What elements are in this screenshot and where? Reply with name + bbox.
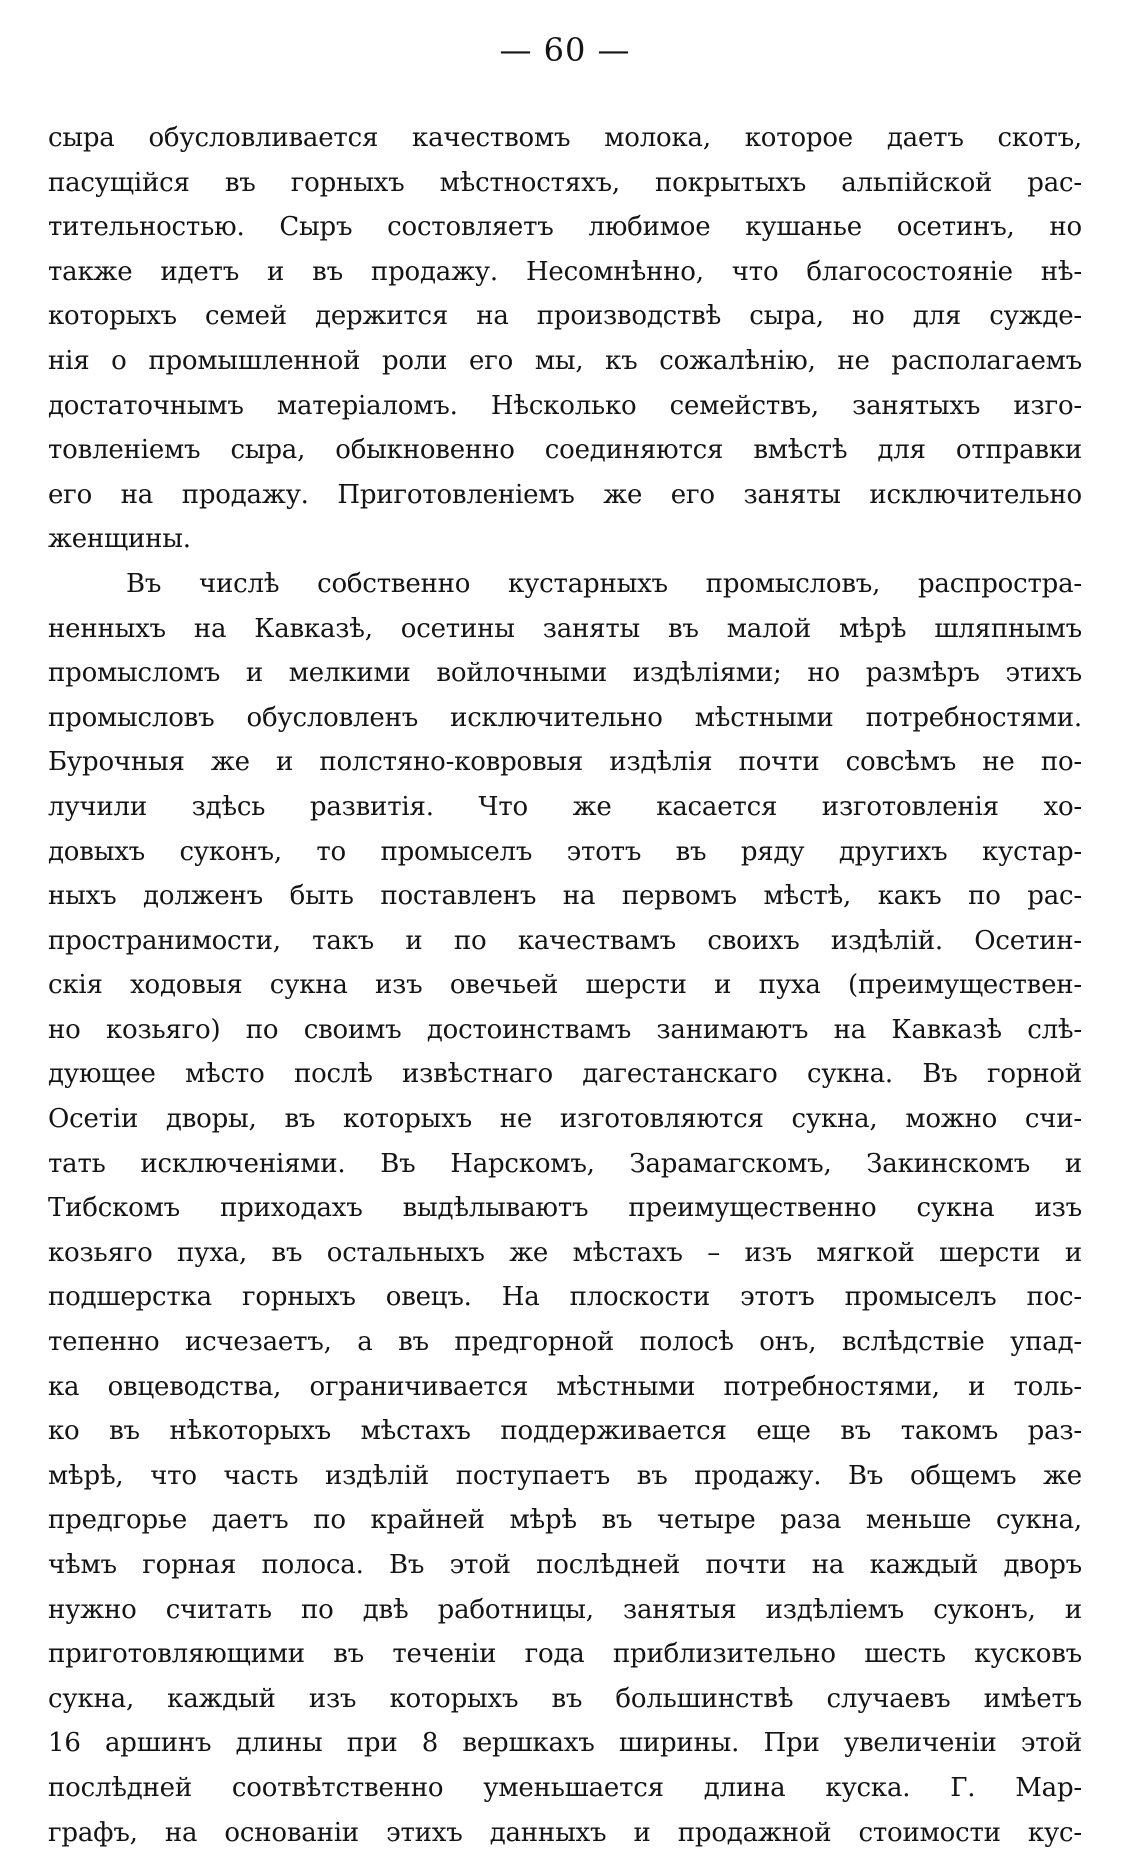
text-line: товленiемъ сыра, обыкновенно соединяются вмѣстѣ для отправки xyxy=(48,435,1082,466)
paragraph-2 xyxy=(48,562,1082,1855)
text-line: промысловъ обусловленъ исключительно мѣстными потребностями. xyxy=(48,702,1082,733)
text-line: ненныхъ на Кавказѣ, осетины заняты въ малой мѣрѣ шляпнымъ xyxy=(48,613,1082,644)
text-line: тать исключенiями. Въ Нарскомъ, Зарамагскомъ, Закинскомъ и xyxy=(48,1148,1082,1179)
text-line: женщины. xyxy=(48,524,191,555)
text-line: мѣрѣ, что часть издѣлiй поступаетъ въ продажу. Въ общемъ же xyxy=(48,1460,1082,1491)
page-number: — 60 — xyxy=(499,31,631,69)
text-line: графъ, на основанiи этихъ данныхъ и продажной стоимости кус- xyxy=(48,1817,1082,1848)
text-line: ко въ нѣкоторыхъ мѣстахъ поддерживается еще въ такомъ раз- xyxy=(48,1416,1082,1447)
text-line: ка овцеводства, ограничивается мѣстными потребностями, и толь- xyxy=(48,1371,1082,1402)
text-line: довыхъ суконъ, то промыселъ этотъ въ ряду другихъ кустар- xyxy=(48,836,1082,867)
text-line: дующее мѣсто послѣ извѣстнаго дагестанскаго сукна. Въ горной xyxy=(48,1059,1082,1090)
text-line: 16 аршинъ длины при 8 вершкахъ ширины. При увеличенiи этой xyxy=(48,1728,1082,1759)
text-line: тительностью. Сыръ состовляетъ любимое кушанье осетинъ, но xyxy=(48,212,1082,243)
text-line: предгорье даетъ по крайней мѣрѣ въ четыре раза меньше сукна, xyxy=(48,1505,1082,1536)
text-line: его на продажу. Приготовленiемъ же его заняты исключительно xyxy=(48,479,1082,510)
text-line: подшерстка горныхъ овецъ. На плоскости этотъ промыселъ пос- xyxy=(48,1282,1082,1313)
text-line: нiя о промышленной роли его мы, къ сожалѣнiю, не располагаемъ xyxy=(48,345,1082,376)
text-line: сыра обусловливается качествомъ молока, которое даетъ скотъ, xyxy=(48,123,1082,153)
text-line: пространимости, такъ и по качествамъ своихъ издѣлiй. Осетин- xyxy=(48,925,1082,956)
text-line: тепенно исчезаетъ, а въ предгорной полосѣ онъ, вслѣдствiе упад- xyxy=(48,1327,1082,1358)
document-page xyxy=(48,30,1082,1848)
text-line: Тибскомъ приходахъ выдѣлываютъ преимущественно сукна изъ xyxy=(48,1193,1082,1224)
text-line: лучили здѣсь развитiя. Что же касается изготовленiя хо- xyxy=(48,791,1082,822)
text-line: сукна, каждый изъ которыхъ въ большинствѣ случаевъ имѣетъ xyxy=(48,1683,1082,1714)
text-line: промысломъ и мелкими войлочными издѣлiями; но размѣръ этихъ xyxy=(48,658,1082,689)
text-line: приготовляющими въ теченiи года приблизительно шесть кусковъ xyxy=(48,1639,1082,1670)
text-line: нужно считать по двѣ работницы, занятыя издѣлiемъ суконъ, и xyxy=(48,1594,1082,1625)
text-line: но козьяго) по своимъ достоинствамъ занимаютъ на Кавказѣ слѣ- xyxy=(48,1014,1082,1045)
text-line: скiя ходовыя сукна изъ овечьей шерсти и пуха (преимуществен- xyxy=(48,970,1082,1001)
text-line: козьяго пуха, въ остальныхъ же мѣстахъ – изъ мягкой шерсти и xyxy=(48,1237,1082,1268)
text-line: достаточнымъ матерiаломъ. Нѣсколько семействъ, занятыхъ изго- xyxy=(48,390,1082,421)
text-line: чѣмъ горная полоса. Въ этой послѣдней почти на каждый дворъ xyxy=(48,1550,1082,1580)
text-line: Въ числѣ собственно кустарныхъ промысловъ, распростра- xyxy=(126,568,1082,599)
text-line: Осетiи дворы, въ которыхъ не изготовляются сукна, можно счи- xyxy=(48,1104,1082,1135)
text-line: пасущiйся въ горныхъ мѣстностяхъ, покрытыхъ альпiйской рас- xyxy=(48,167,1082,198)
text-line: Бурочныя же и полстяно-ковровыя издѣлiя почти совсѣмъ не по- xyxy=(48,747,1082,778)
body-text xyxy=(48,116,1082,1855)
paragraph-1 xyxy=(48,116,1082,562)
text-line: ныхъ долженъ быть поставленъ на первомъ мѣстѣ, какъ по рас- xyxy=(48,881,1082,912)
text-line: которыхъ семей держится на производствѣ сыра, но для сужде- xyxy=(48,301,1082,332)
text-line: послѣдней соотвѣтственно уменьшается длина куска. Г. Мар- xyxy=(48,1772,1082,1803)
text-line: также идетъ и въ продажу. Несомнѣнно, что благосостоянiе нѣ- xyxy=(48,256,1082,287)
